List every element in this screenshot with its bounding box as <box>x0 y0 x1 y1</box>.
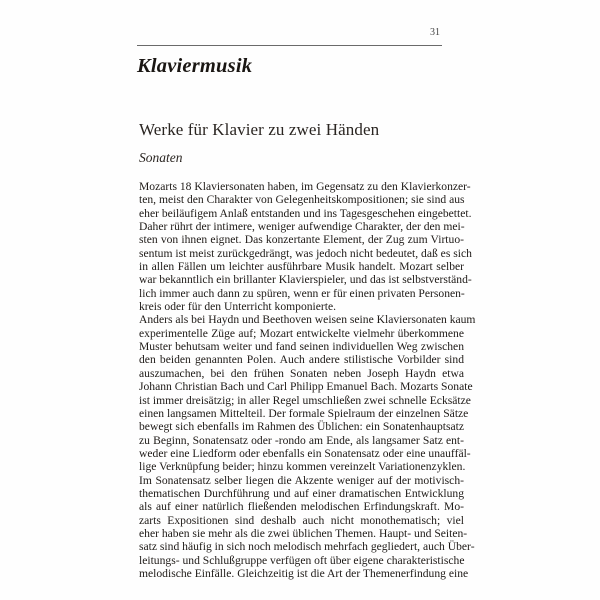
text-line: melodische Einfälle. Gleichzeitig ist die Art der Themenerfindung eine <box>139 566 469 580</box>
text-line: sentum ist meist zurückgedrängt, was jedoch nicht bedeutet, daß es sich <box>139 246 472 260</box>
text-line: eher beiläufigem Anlaß entstanden und ins Tagesgeschehen eingebettet. <box>139 206 472 220</box>
text-line: Muster behutsam weiter und fand seinen individuellen Weg zwischen <box>139 340 464 354</box>
text-line: kreis oder für den Unterricht komponierte. <box>139 300 337 314</box>
text-line: ist immer dreisätzig; in aller Regel umschließen zwei schnelle Ecksätze <box>139 393 471 407</box>
text-line: Johann Christian Bach und Carl Philipp Emanuel Bach. Mozarts Sonate <box>139 380 473 394</box>
body-text <box>139 180 476 580</box>
text-line: einen langsamen Mittelteil. Der formale Spielraum der einzelnen Sätze <box>139 406 469 420</box>
text-line: auszumachen, bei den frühen Sonaten neben Joseph Haydn etwa <box>139 366 464 380</box>
page-number: 31 <box>430 27 440 38</box>
text-line: Mozarts 18 Klaviersonaten haben, im Gegensatz zu den Klavierkonzer- <box>139 180 471 193</box>
text-line: experimentelle Züge auf; Mozart entwickelte vielmehr überkommene <box>139 326 464 340</box>
paragraph-2 <box>139 313 476 580</box>
text-line: war bekanntlich ein brillanter Klavierspieler, und das ist selbstverständ- <box>139 273 472 287</box>
text-line: als auf einer natürlich fließenden melodischen Erfindungskraft. Mo- <box>139 500 464 514</box>
paragraph-1 <box>139 180 472 314</box>
text-line: Im Sonatensatz selber liegen die Akzente weniger auf der motivisch- <box>139 473 464 487</box>
text-line: satz sind häufig in sich noch melodisch mehrfach gegliedert, auch Über- <box>139 540 475 554</box>
text-line: zu Beginn, Sonatensatz oder -rondo am Ende, als langsamer Satz ent- <box>139 433 464 447</box>
text-line: sten von ihnen eignet. Das konzertante Element, der Zug zum Virtuo- <box>139 233 464 247</box>
text-line: Daher rührt der intimere, weniger aufwendige Charakter, der den mei- <box>139 220 465 234</box>
subsection-title: Sonaten <box>139 150 183 165</box>
text-line: in allen Fällen um leichter ausführbare Musik handelt. Mozart selber <box>139 260 464 274</box>
text-line: lich immer auch dann zu spüren, wenn er für einen privaten Personen- <box>139 286 465 300</box>
chapter-title: Klaviermusik <box>137 55 253 77</box>
header-rule <box>137 45 442 46</box>
text-line: zarts Expositionen sind deshalb auch nicht monothematisch; viel <box>139 513 464 527</box>
text-line: leitungs- und Schlußgruppe verfügen oft über eigene charakteristische <box>139 553 465 567</box>
text-line: eher haben sie mehr als die zwei üblichen Themen. Haupt- und Seiten- <box>139 526 468 540</box>
text-line: Anders als bei Haydn und Beethoven weisen seine Klaviersonaten kaum <box>139 313 476 327</box>
text-line: weder eine Liedform oder ebenfalls ein Sonatensatz oder eine unauffäl- <box>139 446 471 460</box>
text-line: bewegt sich ebenfalls im Rahmen des Üblichen: ein Sonatenhauptsatz <box>139 420 464 434</box>
section-title: Werke für Klavier zu zwei Händen <box>139 120 380 139</box>
text-line: lige Verknüpfung beider; hinzu kommen vereinzelt Variationenzyklen. <box>139 460 466 474</box>
text-line: ten, meist den Charakter von Gelegenheitskompositionen; sie sind aus <box>139 193 465 207</box>
text-line: thematischen Durchführung und auf einer dramatischen Entwicklung <box>139 486 464 500</box>
text-line: den beiden genannten Polen. Auch andere stilistische Vorbilder sind <box>139 353 464 367</box>
